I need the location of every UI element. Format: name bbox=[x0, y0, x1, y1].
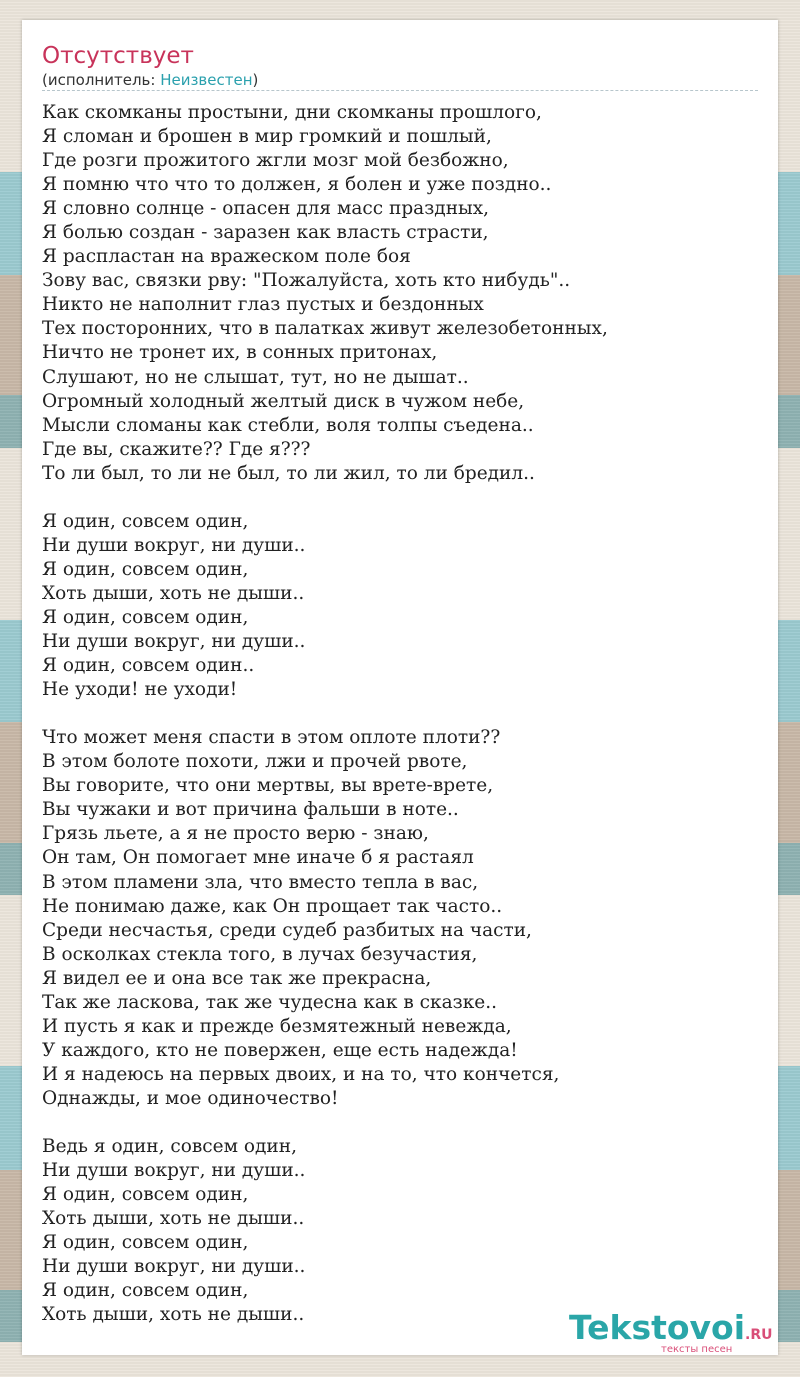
lyric-line: Я один, совсем один, bbox=[42, 510, 249, 532]
lyric-line: И пусть я как и прежде безмятежный невежда, bbox=[42, 1015, 512, 1037]
lyric-line: Ни души вокруг, ни души.. bbox=[42, 631, 306, 653]
lyric-line: Я один, совсем один, bbox=[42, 606, 249, 628]
title-divider bbox=[42, 90, 758, 91]
lyric-line: Тех посторонних, что в палатках живут железобетонных, bbox=[42, 318, 608, 340]
lyric-line: Я сломан и брошен в мир громкий и пошлый, bbox=[42, 126, 492, 148]
artist-suffix: ) bbox=[252, 71, 259, 89]
artist-line bbox=[42, 71, 258, 89]
lyric-line: Вы говорите, что они мертвы, вы врете-врете, bbox=[42, 775, 494, 797]
lyric-line: Ни души вокруг, ни души.. bbox=[42, 1256, 306, 1278]
artist-prefix: (исполнитель: bbox=[42, 71, 161, 89]
lyric-line: Я один, совсем один, bbox=[42, 1280, 249, 1302]
lyric-line: Мысли сломаны как стебли, воля толпы съедена.. bbox=[42, 414, 534, 436]
lyric-line: Огромный холодный желтый диск в чужом небе, bbox=[42, 390, 525, 412]
lyric-line: И я надеюсь на первых двоих, и на то, что кончется, bbox=[42, 1063, 560, 1085]
lyric-line: Я один, совсем один, bbox=[42, 1232, 249, 1254]
lyric-line: В этом пламени зла, что вместо тепла в вас, bbox=[42, 871, 479, 893]
lyrics-card bbox=[22, 20, 778, 1355]
lyric-line: Ведь я один, совсем один, bbox=[42, 1136, 297, 1158]
lyric-line: В этом болоте похоти, лжи и прочей рвоте, bbox=[42, 751, 468, 773]
song-title: Отсутствует bbox=[42, 43, 194, 69]
lyric-line: У каждого, кто не повержен, еще есть надежда! bbox=[42, 1039, 518, 1061]
lyric-line: Как скомканы простыни, дни скомканы прошлого, bbox=[42, 102, 542, 123]
lyric-line: Я словно солнце - опасен для масс праздных, bbox=[42, 198, 490, 220]
logo-tld: .RU bbox=[745, 1327, 773, 1343]
lyric-line: Я один, совсем один, bbox=[42, 558, 249, 580]
lyric-line: Я один, совсем один.. bbox=[42, 655, 255, 677]
lyrics-text bbox=[42, 101, 608, 1327]
lyric-line: То ли был, то ли не был, то ли жил, то ли бредил.. bbox=[42, 462, 535, 484]
logo-tagline: тексты песен bbox=[661, 1344, 733, 1355]
lyric-line: Я один, совсем один, bbox=[42, 1184, 249, 1206]
lyric-line: Я видел ее и она все так же прекрасна, bbox=[42, 967, 432, 989]
lyric-line: Слушают, но не слышат, тут, но не дышат.. bbox=[42, 366, 469, 388]
artist-link[interactable]: Неизвестен bbox=[160, 71, 253, 89]
lyric-line: Так же ласкова, так же чудесна как в сказке.. bbox=[42, 991, 497, 1013]
lyric-line: Хоть дыши, хоть не дыши.. bbox=[42, 1304, 305, 1326]
stanza-break bbox=[42, 1111, 608, 1135]
lyric-line: Я болью создан - заразен как власть страсти, bbox=[42, 222, 489, 244]
lyric-line: Ни души вокруг, ни души.. bbox=[42, 1160, 306, 1182]
lyric-line: Ничто не тронет их, в сонных притонах, bbox=[42, 342, 438, 364]
lyric-line: Ни души вокруг, ни души.. bbox=[42, 534, 306, 556]
stanza-break bbox=[42, 702, 608, 726]
site-logo[interactable] bbox=[569, 1308, 773, 1355]
lyric-line: В осколках стекла того, в лучах безучастия, bbox=[42, 943, 478, 965]
stanza-break bbox=[42, 486, 608, 510]
lyric-line: Хоть дыши, хоть не дыши.. bbox=[42, 1208, 305, 1230]
lyric-line: Зову вас, связки рву: "Пожалуйста, хоть кто нибудь".. bbox=[42, 270, 571, 292]
lyric-line: Вы чужаки и вот причина фальши в ноте.. bbox=[42, 799, 459, 821]
lyric-line: Однажды, и мое одиночество! bbox=[42, 1087, 339, 1109]
lyric-line: Я распластан на вражеском поле боя bbox=[42, 246, 411, 268]
lyric-line: Что может меня спасти в этом оплоте плоти?? bbox=[42, 727, 501, 749]
lyric-line: Где розги прожитого жгли мозг мой безбожно, bbox=[42, 150, 509, 172]
logo-wordmark: Tekstovoi bbox=[569, 1308, 746, 1347]
lyric-line: Среди несчастья, среди судеб разбитых на части, bbox=[42, 919, 532, 941]
lyric-line: Он там, Он помогает мне иначе б я растаял bbox=[42, 847, 474, 869]
lyric-line: Грязь льете, а я не просто верю - знаю, bbox=[42, 823, 429, 845]
lyric-line: Никто не наполнит глаз пустых и бездонных bbox=[42, 294, 484, 316]
lyric-line: Не понимаю даже, как Он прощает так часто.. bbox=[42, 895, 503, 917]
lyric-line: Где вы, скажите?? Где я??? bbox=[42, 438, 311, 460]
lyric-line: Я помню что что то должен, я болен и уже поздно.. bbox=[42, 174, 552, 196]
lyric-line: Не уходи! не уходи! bbox=[42, 679, 238, 701]
lyric-line: Хоть дыши, хоть не дыши.. bbox=[42, 582, 305, 604]
